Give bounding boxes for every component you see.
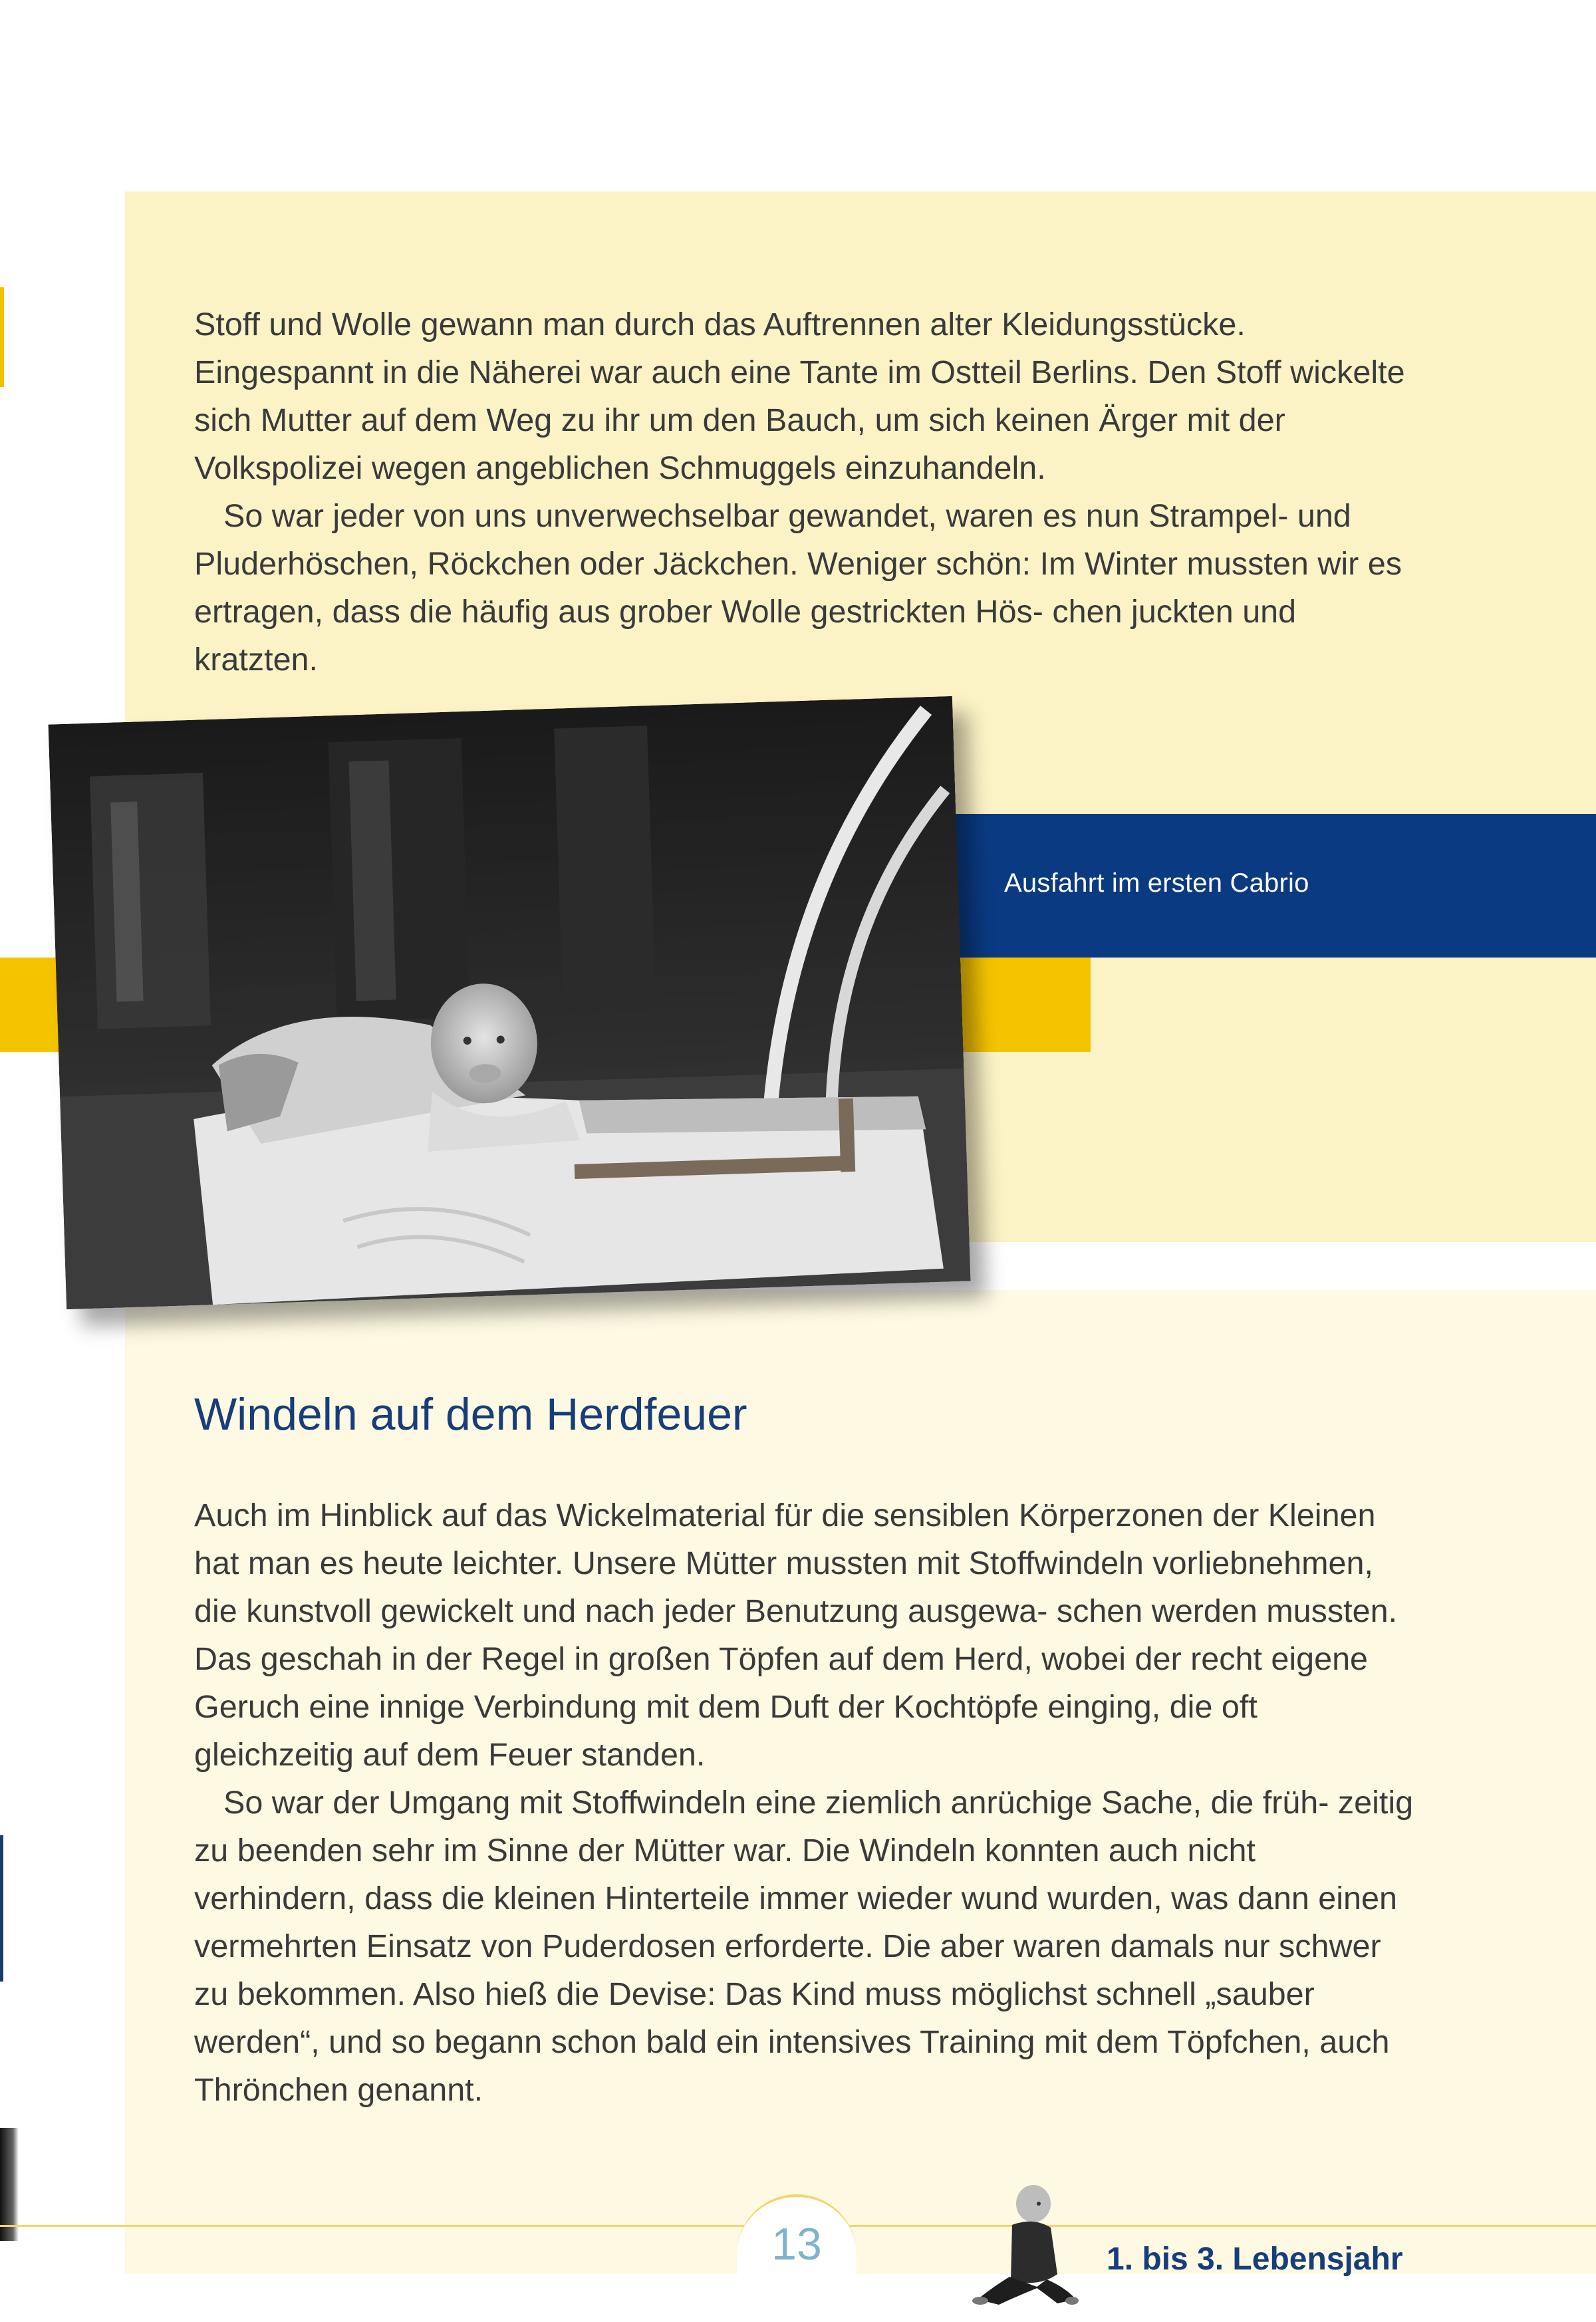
photo-illustration [49, 696, 971, 1309]
baby-pram-photo [49, 696, 971, 1309]
intro-text [194, 301, 1418, 684]
left-edge-blue-mark [0, 1835, 3, 1982]
left-edge-yellow-mark [0, 287, 4, 387]
section-heading: Windeln auf dem Herdfeuer [194, 1389, 747, 1440]
section-text [194, 1491, 1418, 2114]
chapter-label: 1. bis 3. Lebensjahr [1107, 2242, 1403, 2277]
sitting-baby-icon [972, 2181, 1079, 2307]
left-edge-dark-mark [0, 2128, 19, 2241]
intro-paragraph-1: Stoff und Wolle gewann man durch das Auftrennen alter Kleidungsstücke. Eingespannt in die Näherei war auch eine Tante im Ostteil Berlins. Den Stoff wickelte sich Mutter auf dem Weg zu ihr um den Bauch, um sich keinen Ärger mit der Volkspolizei wegen angeblichen Schmuggels einzuhandeln. [194, 307, 1405, 486]
section-paragraph-2: So war der Umgang mit Stoffwindeln eine ziemlich anrüchige Sache, die früh- zeitig zu beenden sehr im Sinne der Mütter war. Die Windeln konnten auch nicht verhindern, dass die kleinen Hinterteile immer wieder wund wurden, was dann einen vermehrten Einsatz von Puderdosen erforderte. Die aber waren damals nur schwer zu bekommen. Also hieß die Devise: Das Kind muss möglichst schnell „sauber werden“, und so begann schon bald ein intensives Training mit dem Töpfchen, auch Thrönchen genannt. [194, 1785, 1414, 2108]
section-paragraph-1: Auch im Hinblick auf das Wickelmaterial für die sensiblen Körperzonen der Kleinen hat man es heute leichter. Unsere Mütter mussten mit Stoffwindeln vorliebnehmen, die kunstvoll gewickelt und nach jeder Benutzung ausgewa- schen werden mussten. Das geschah in der Regel in großen Töpfen auf dem Herd, wobei der recht eigene Geruch eine innige Verbindung mit dem Duft der Kochtöpfe einging, die oft gleichzeitig auf dem Feuer standen. [194, 1497, 1398, 1773]
photo-caption: Ausfahrt im ersten Cabrio [1004, 868, 1309, 898]
intro-paragraph-2: So war jeder von uns unverwechselbar gewandet, waren es nun Strampel- und Pluderhöschen, Röckchen oder Jäckchen. Weniger schön: Im Winter mussten wir es ertragen, dass die häufig aus grober Wolle gestrickten Hös- chen juckten und kratzten. [194, 498, 1402, 678]
page-number: 13 [771, 2219, 822, 2269]
